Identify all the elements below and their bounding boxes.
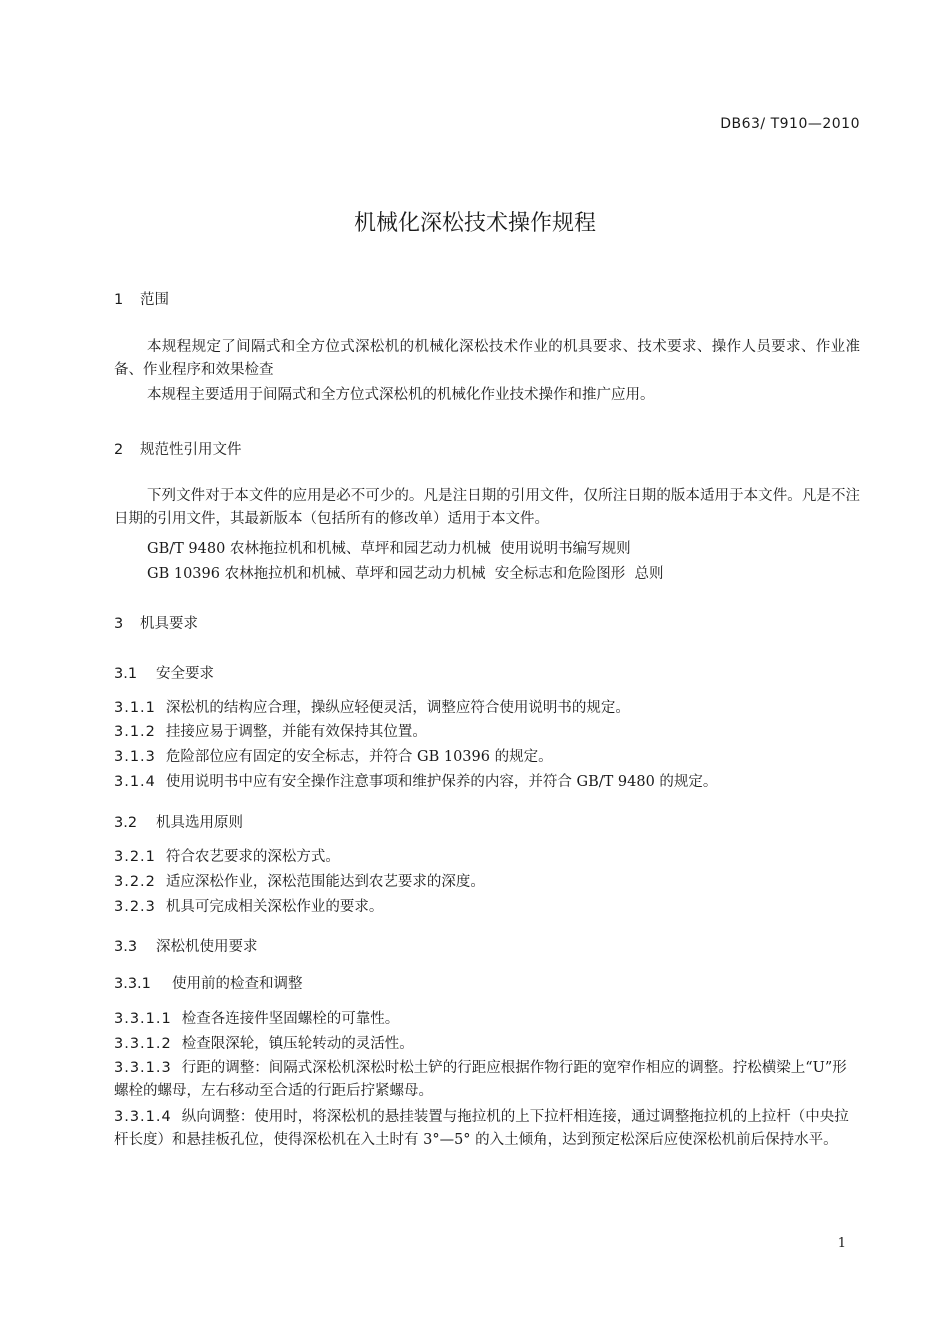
clause-number: 3.1.2 bbox=[114, 724, 156, 740]
page-number: 1 bbox=[837, 1236, 846, 1251]
clause-text: 行距的调整：间隔式深松机深松时松土铲的行距应根据作物行距的宽窄作相应的调整。拧松横梁上“U”形螺栓的螺母，左右移动至合适的行距后拧紧螺母。 bbox=[114, 1060, 847, 1099]
section-2-paragraph-1: 下列文件对于本文件的应用是必不可少的。凡是注日期的引用文件，仅所注日期的版本适用于本文件。凡是不注日期的引用文件，其最新版本（包括所有的修改单）适用于本文件。 bbox=[114, 488, 860, 527]
clause-text: 纵向调整：使用时，将深松机的悬挂装置与拖拉机的上下拉杆相连接，通过调整拖拉机的上拉杆（中央拉杆长度）和悬挂板孔位，使得深松机在入土时有 3°—5° 的入土倾角，达到预定松深后应使深松机前后保持水平。 bbox=[114, 1109, 849, 1148]
section-3-heading bbox=[114, 612, 198, 633]
clause-item bbox=[114, 771, 860, 794]
subsection-3-1-heading bbox=[114, 662, 214, 683]
clause-item bbox=[114, 697, 860, 720]
clause-item bbox=[114, 896, 860, 919]
section-2-heading bbox=[114, 438, 242, 459]
section-1-paragraph-1: 本规程规定了间隔式和全方位式深松机的机械化深松技术作业的机具要求、技术要求、操作人员要求、作业准备、作业程序和效果检查 bbox=[114, 339, 860, 378]
document-code: DB63/ T910—2010 bbox=[720, 116, 860, 132]
clause-item bbox=[114, 746, 860, 769]
subsection-number: 3.3 bbox=[114, 939, 138, 955]
clause-item bbox=[114, 871, 860, 894]
clause-number: 3.1.4 bbox=[114, 774, 156, 790]
subsection-title: 安全要求 bbox=[156, 666, 214, 682]
clause-number: 3.3.1.1 bbox=[114, 1011, 172, 1027]
clause-text: 机具可完成相关深松作业的要求。 bbox=[165, 899, 384, 915]
clause-text: 危险部位应有固定的安全标志，并符合 GB 10396 的规定。 bbox=[165, 749, 553, 765]
subsection-title: 机具选用原则 bbox=[156, 815, 243, 831]
clause-number: 3.3.1.3 bbox=[114, 1060, 172, 1076]
clause-text: 挂接应易于调整，并能有效保持其位置。 bbox=[165, 724, 427, 740]
section-1-heading bbox=[114, 288, 169, 309]
subsection-3-2-heading bbox=[114, 811, 243, 832]
clause-text: 检查限深轮，镇压轮转动的灵活性。 bbox=[181, 1036, 414, 1052]
clause-item bbox=[114, 1008, 860, 1031]
reference-item: GB 10396 农林拖拉机和机械、草坪和园艺动力机械 安全标志和危险图形 总则 bbox=[147, 566, 664, 582]
clause-number: 3.2.3 bbox=[114, 899, 156, 915]
subsection-3-3-1-heading bbox=[114, 972, 303, 993]
clause-text: 深松机的结构应合理，操纵应轻便灵活，调整应符合使用说明书的规定。 bbox=[165, 700, 630, 716]
subsection-3-3-heading bbox=[114, 935, 258, 956]
section-number: 3 bbox=[114, 616, 124, 632]
clause-number: 3.3.1.4 bbox=[114, 1109, 172, 1125]
clause-text: 符合农艺要求的深松方式。 bbox=[165, 849, 340, 865]
clause-number: 3.2.2 bbox=[114, 874, 156, 890]
subsection-number: 3.1 bbox=[114, 666, 138, 682]
clause-item bbox=[114, 846, 860, 869]
section-number: 2 bbox=[114, 442, 124, 458]
clause-item bbox=[114, 1057, 860, 1103]
subsection-title: 使用前的检查和调整 bbox=[172, 976, 303, 992]
clause-item bbox=[114, 721, 860, 744]
subsection-number: 3.3.1 bbox=[114, 976, 151, 992]
clause-text: 适应深松作业，深松范围能达到农艺要求的深度。 bbox=[165, 874, 485, 890]
section-number: 1 bbox=[114, 292, 124, 308]
section-1-paragraph-2: 本规程主要适用于间隔式和全方位式深松机的机械化作业技术操作和推广应用。 bbox=[147, 387, 655, 403]
clause-number: 3.2.1 bbox=[114, 849, 156, 865]
section-title: 范围 bbox=[140, 292, 169, 308]
subsection-number: 3.2 bbox=[114, 815, 138, 831]
reference-item: GB/T 9480 农林拖拉机和机械、草坪和园艺动力机械 使用说明书编写规则 bbox=[147, 541, 631, 557]
clause-item bbox=[114, 1033, 860, 1056]
clause-item bbox=[114, 1106, 860, 1152]
section-title: 规范性引用文件 bbox=[140, 442, 242, 458]
clause-number: 3.1.3 bbox=[114, 749, 156, 765]
subsection-title: 深松机使用要求 bbox=[156, 939, 258, 955]
section-title: 机具要求 bbox=[140, 616, 198, 632]
clause-number: 3.1.1 bbox=[114, 700, 156, 716]
clause-number: 3.3.1.2 bbox=[114, 1036, 172, 1052]
clause-text: 使用说明书中应有安全操作注意事项和维护保养的内容，并符合 GB/T 9480 的规定。 bbox=[165, 774, 718, 790]
document-title: 机械化深松技术操作规程 bbox=[353, 211, 596, 236]
clause-text: 检查各连接件坚固螺栓的可靠性。 bbox=[181, 1011, 400, 1027]
